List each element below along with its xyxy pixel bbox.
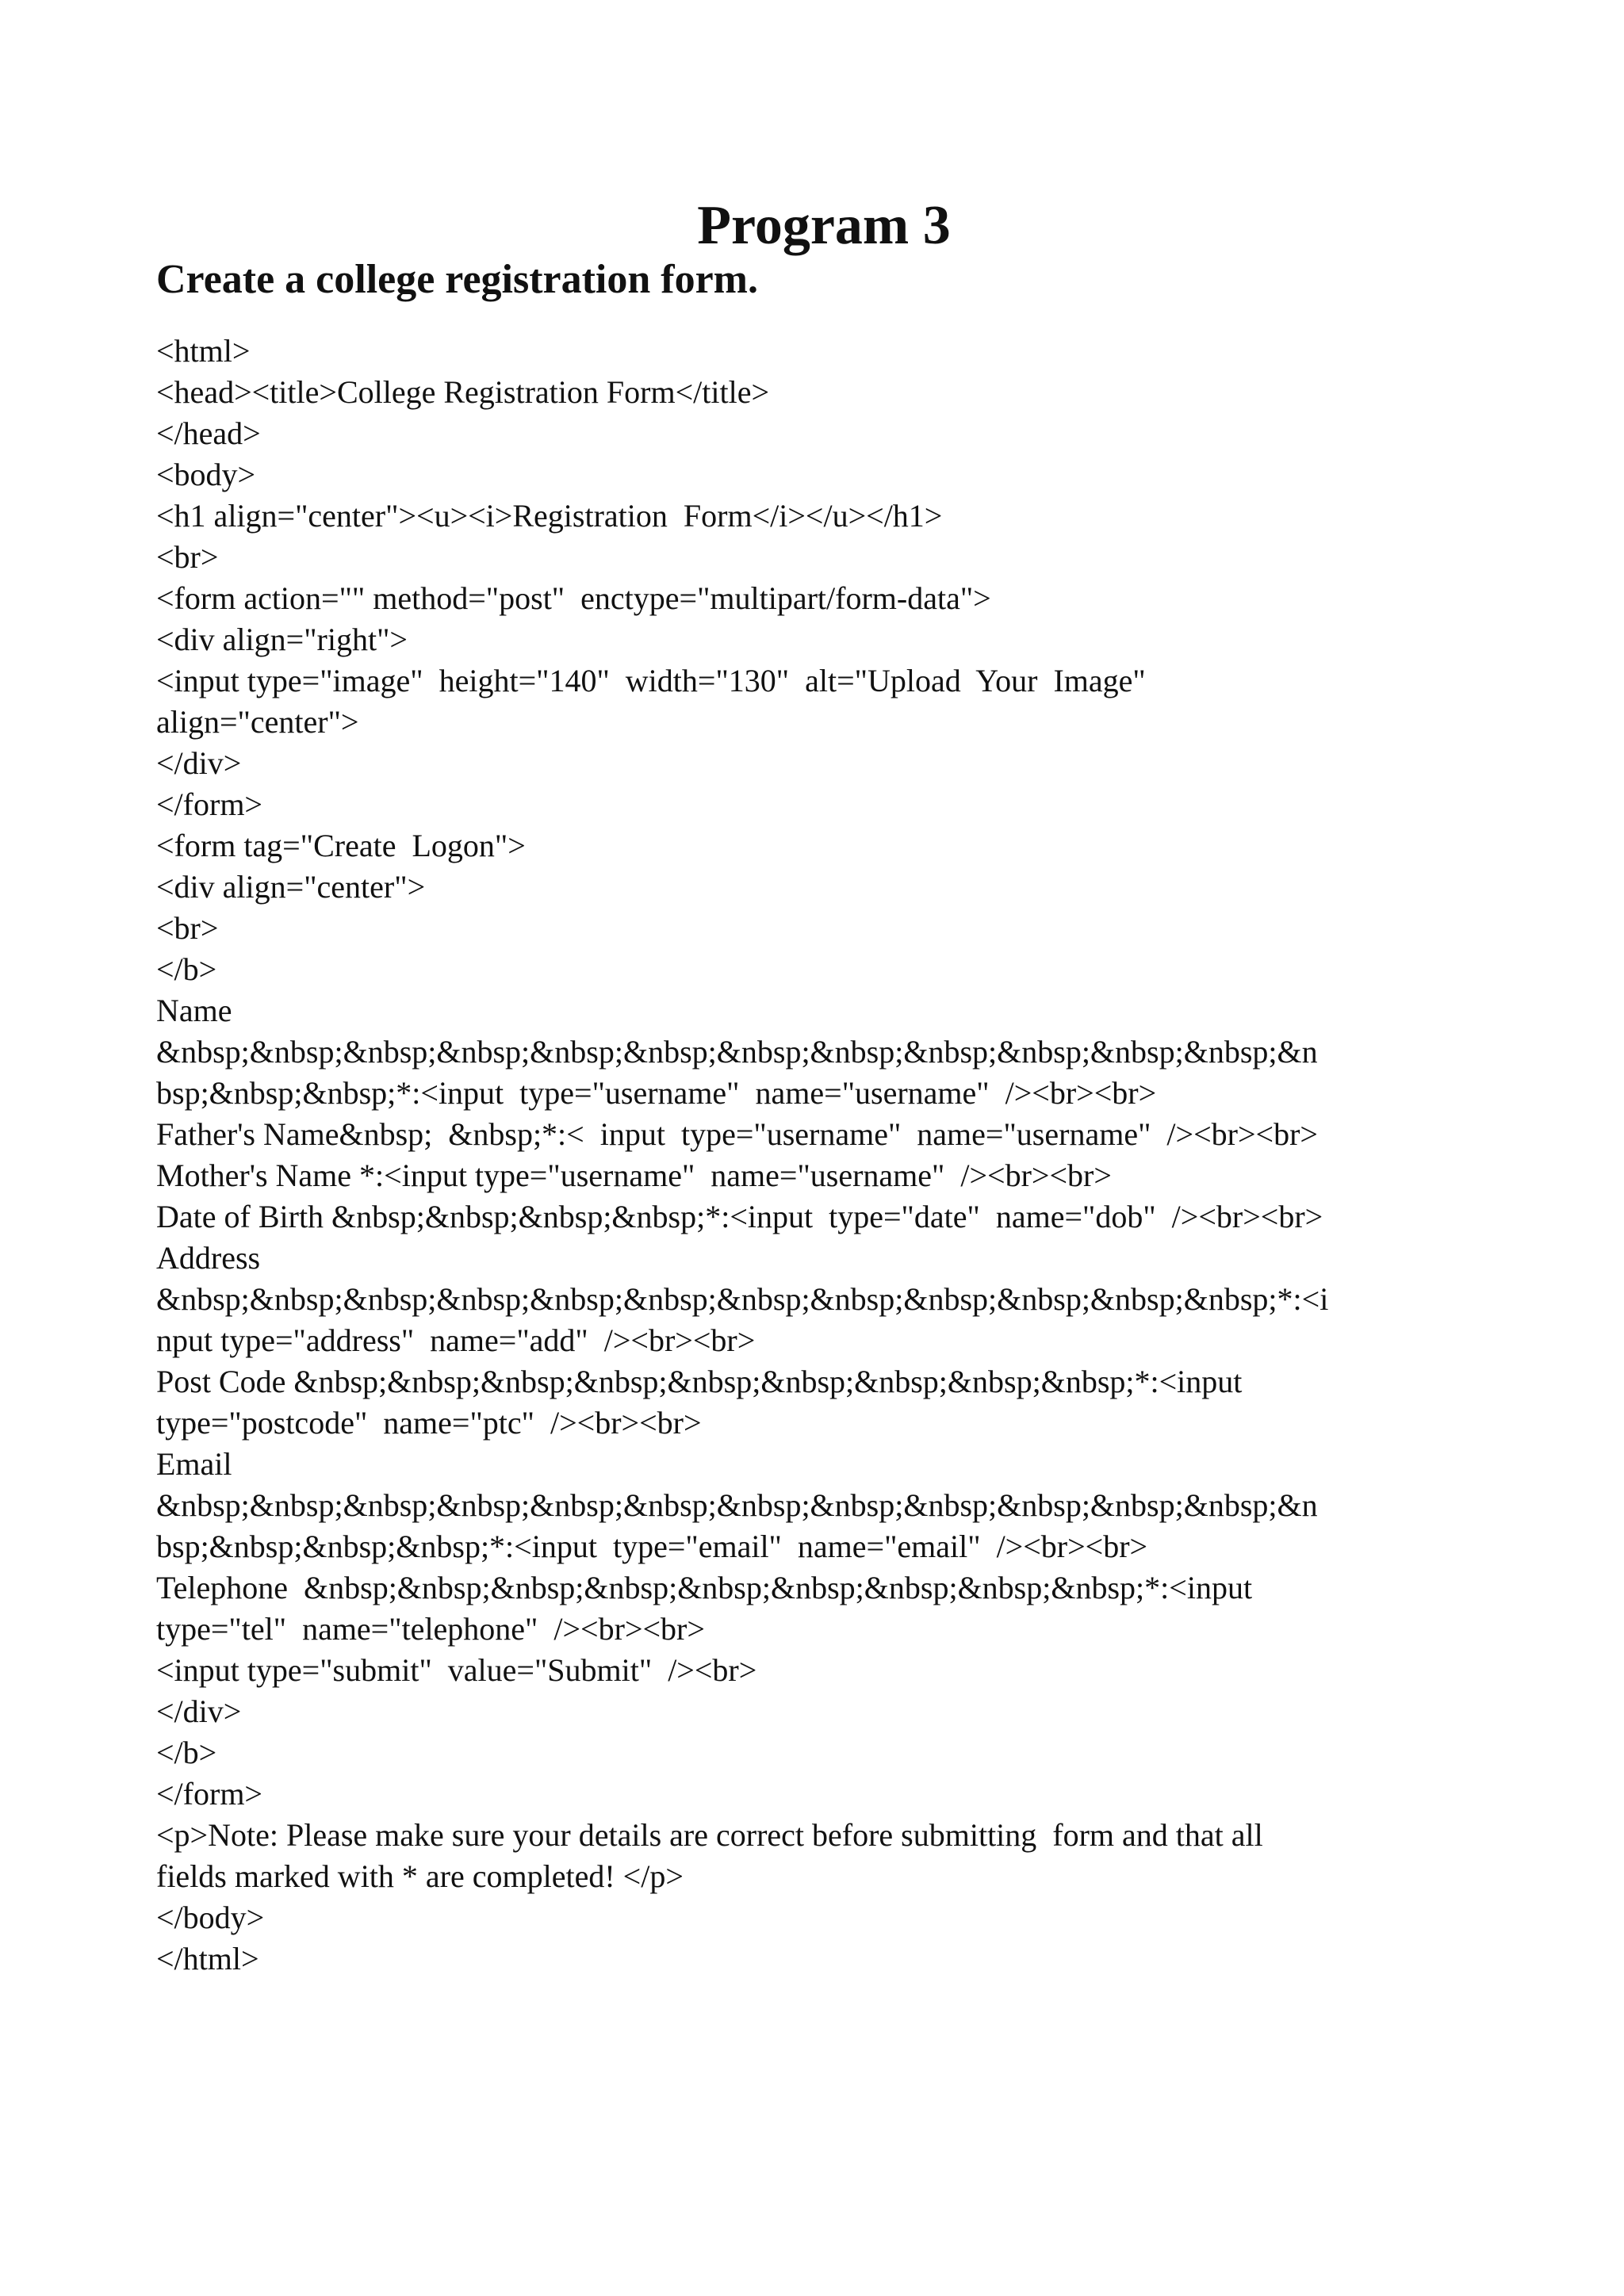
page-subtitle: Create a college registration form.	[156, 257, 759, 302]
code-line: <br>	[156, 539, 219, 575]
code-line: </body>	[156, 1900, 265, 1935]
code-line: type="tel" name="telephone" /><br><br>	[156, 1611, 705, 1647]
code-line: <form tag="Create Logon">	[156, 828, 526, 863]
code-line: bsp;&nbsp;&nbsp;&nbsp;*:<input type="email" name="email" /><br><br>	[156, 1529, 1148, 1564]
code-line: &nbsp;&nbsp;&nbsp;&nbsp;&nbsp;&nbsp;&nbsp;&nbsp;&nbsp;&nbsp;&nbsp;&nbsp;&n	[156, 1034, 1318, 1070]
code-line: bsp;&nbsp;&nbsp;*:<input type="username" name="username" /><br><br>	[156, 1075, 1157, 1111]
code-line: nput type="address" name="add" /><br><br>	[156, 1322, 756, 1358]
code-line: </form>	[156, 786, 262, 822]
code-line: &nbsp;&nbsp;&nbsp;&nbsp;&nbsp;&nbsp;&nbsp;&nbsp;&nbsp;&nbsp;&nbsp;&nbsp;&n	[156, 1487, 1318, 1523]
code-line: Address	[156, 1240, 261, 1276]
code-line: <input type="image" height="140" width="130" alt="Upload Your Image"	[156, 663, 1146, 698]
code-line: </form>	[156, 1776, 262, 1812]
code-line: </b>	[156, 951, 217, 987]
code-line: </div>	[156, 1693, 242, 1729]
code-line: <div align="right">	[156, 622, 408, 657]
code-line: <head><title>College Registration Form</title>	[156, 374, 770, 410]
code-line: &nbsp;&nbsp;&nbsp;&nbsp;&nbsp;&nbsp;&nbsp;&nbsp;&nbsp;&nbsp;&nbsp;&nbsp;*:<i	[156, 1281, 1329, 1317]
code-line: <input type="submit" value="Submit" /><br>	[156, 1652, 757, 1688]
code-line: <div align="center">	[156, 869, 426, 905]
code-line: <p>Note: Please make sure your details are correct before submitting form and that all	[156, 1817, 1263, 1853]
code-line: </html>	[156, 1941, 259, 1976]
code-line: <h1 align="center"><u><i>Registration Form</i></u></h1>	[156, 498, 943, 534]
code-line: Mother's Name *:<input type="username" name="username" /><br><br>	[156, 1158, 1112, 1193]
code-line: <br>	[156, 910, 219, 946]
code-line: fields marked with * are completed! </p>	[156, 1858, 684, 1894]
code-line: Email	[156, 1446, 232, 1482]
code-line: align="center">	[156, 704, 359, 740]
code-line: Father's Name&nbsp; &nbsp;*:< input type="username" name="username" /><br><br>	[156, 1116, 1318, 1152]
code-line: </head>	[156, 415, 261, 451]
code-line: <body>	[156, 457, 256, 492]
code-line: <html>	[156, 333, 251, 369]
code-line: Telephone &nbsp;&nbsp;&nbsp;&nbsp;&nbsp;&nbsp;&nbsp;&nbsp;&nbsp;*:<input	[156, 1570, 1253, 1605]
code-line: Date of Birth &nbsp;&nbsp;&nbsp;&nbsp;*:<input type="date" name="dob" /><br><br>	[156, 1199, 1323, 1234]
code-listing	[156, 331, 1488, 1980]
code-line: </b>	[156, 1735, 217, 1770]
code-line: </div>	[156, 745, 242, 781]
code-line: Name	[156, 993, 232, 1028]
code-line: type="postcode" name="ptc" /><br><br>	[156, 1405, 702, 1441]
code-line: Post Code &nbsp;&nbsp;&nbsp;&nbsp;&nbsp;&nbsp;&nbsp;&nbsp;&nbsp;*:<input	[156, 1364, 1243, 1399]
page-title: Program 3	[697, 195, 951, 256]
code-line: <form action="" method="post" enctype="multipart/form-data">	[156, 580, 991, 616]
